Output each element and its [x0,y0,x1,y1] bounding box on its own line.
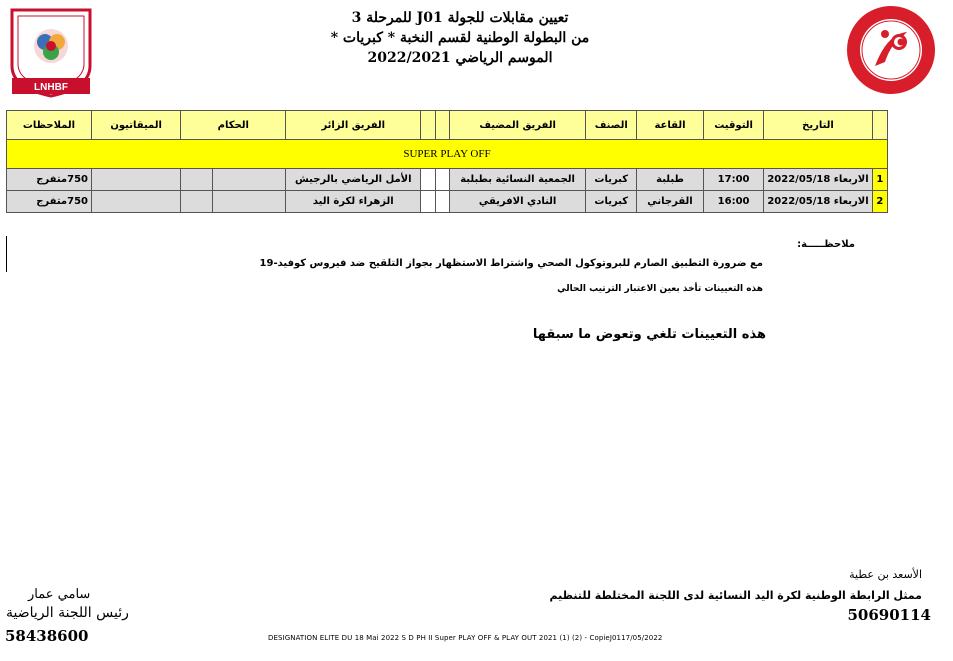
row-spacer-2 [421,191,436,213]
signatory-right-phone: 50690114 [847,606,931,624]
header-time: التوقيت [703,111,763,140]
row-notes: 750متفرج [7,191,92,213]
header-away: الفريق الزائر [286,111,421,140]
row-referee-1 [213,169,286,191]
league-logo [8,6,94,98]
row-date-value: 2022/05/18 [767,174,831,185]
section-title: SUPER PLAY OFF [7,140,888,169]
row-home: الجمعية النسائية بطبلبة [449,169,585,191]
table-header-row [7,111,888,140]
header-spacer-1 [436,111,450,140]
row-category: كبريات [586,191,637,213]
signatory-right-name: الأسعد بن عطية [849,568,922,581]
row-time: 17:00 [703,169,763,191]
header-notes: الملاحظات [7,111,92,140]
row-date [764,169,872,191]
header-hall: القاعة [637,111,704,140]
row-day: الاربعاء [833,174,869,185]
row-spacer-1 [436,169,450,191]
margin-line [6,236,7,272]
header-spacer-2 [421,111,436,140]
federation-logo [845,4,937,96]
row-timekeepers [92,169,181,191]
row-category: كبريات [586,169,637,191]
header-category: الصنف [586,111,637,140]
header-date: التاريخ [764,111,872,140]
header-num [872,111,887,140]
section-row [7,140,888,169]
row-away: الزهراء لكرة اليد [286,191,421,213]
notes-label: ملاحظـــــة: [797,239,855,250]
title-line-3: الموسم الرياضي 2022/2021 [367,50,553,66]
note-line-1: مع ضرورة التطبيق الصارم للبروتوكول الصحي واشتراط الاستظهار بجواز التلقيح ضد فيروس كوفيد-19 [259,258,763,269]
table-row [7,191,888,213]
league-logo-text: LNHBF [34,82,68,93]
signatory-right-title: ممثل الرابطة الوطنية لكرة اليد النسائية لدى اللجنة المختلطة للتنظيم [549,589,922,602]
match-table [6,110,888,213]
row-date-value: 2022/05/18 [767,196,831,207]
row-num: 1 [872,169,887,191]
signatory-left-title: رئيس اللجنة الرياضية [6,605,129,621]
row-hall: القرجاني [637,191,704,213]
note-line-3: هذه التعيينات تلغي وتعوض ما سبقها [532,327,766,342]
footer-filename: DESIGNATION ELITE DU 18 Mai 2022 S D PH II Super PLAY OFF & PLAY OUT 2021 (1) (2) - CopieJ0117/05/2022 [268,634,663,642]
title-line-1: تعيين مقابلات للجولة J01 للمرحلة 3 [351,10,569,26]
row-time: 16:00 [703,191,763,213]
row-notes: 750متفرج [7,169,92,191]
row-referee-1 [213,191,286,213]
row-referee-2 [181,169,213,191]
title-line-2: من البطولة الوطنية لقسم النخبة * كبريات * [330,30,590,46]
row-referee-2 [181,191,213,213]
row-spacer-1 [436,191,450,213]
row-away: الأمل الرياضي بالرجيش [286,169,421,191]
row-home: النادي الافريقي [449,191,585,213]
row-hall: طبلبة [637,169,704,191]
row-spacer-2 [421,169,436,191]
row-num: 2 [872,191,887,213]
table-row [7,169,888,191]
row-timekeepers [92,191,181,213]
header-timekeepers: الميقاتيون [92,111,181,140]
signatory-left-phone: 58438600 [5,627,89,645]
header-home: الفريق المضيف [449,111,585,140]
row-day: الاربعاء [833,196,869,207]
signatory-left-name: سامي عمار [28,587,91,602]
document-title [300,8,620,68]
header-referee: الحكام [181,111,286,140]
row-date [764,191,872,213]
note-line-2: هذه التعيينات تأخذ بعين الاعتبار الترتيب الحالي [557,284,763,294]
